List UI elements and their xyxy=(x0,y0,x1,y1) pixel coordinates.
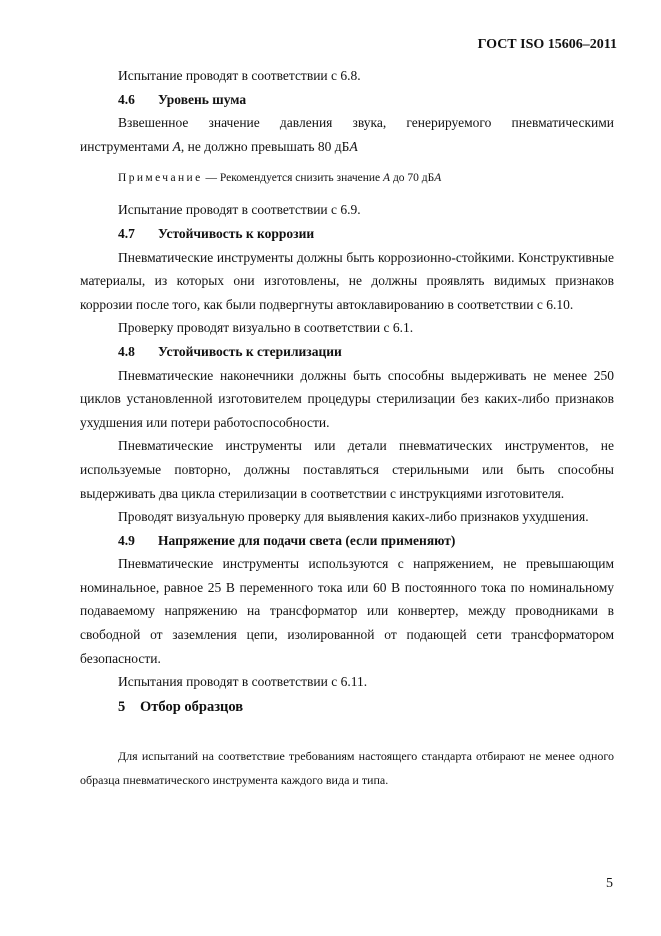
heading-number: 4.9 xyxy=(118,532,135,548)
paragraph: Пневматические наконечники должны быть способны выдерживать не менее 250 циклов установленной изготовителем процедуры стерилизации без каких-либо признаков ухудшения или потери работоспособности. xyxy=(80,367,614,430)
note-label: Примечание xyxy=(118,172,203,185)
heading-4-7 xyxy=(80,222,614,246)
heading-4-6 xyxy=(80,88,614,112)
section-5-heading xyxy=(118,699,243,716)
paragraph: Пневматические инструменты должны быть коррозионно-стойкими. Конструктивные материалы, из которых они изготовлены, не должны проявлять видимых признаков коррозии после того, как были подвергнуты автоклавированию в соответствии с 6.10. xyxy=(80,249,614,312)
section-title: Отбор образцов xyxy=(140,699,244,715)
text-part: — Рекомендуется снизить значение xyxy=(202,172,384,185)
section-5-text xyxy=(80,744,614,792)
note xyxy=(80,168,614,188)
paragraph: Проверку проводят визуально в соответствии с 6.1. xyxy=(118,320,414,336)
heading-title: Устойчивость к коррозии xyxy=(158,225,315,241)
heading-title: Устойчивость к стерилизации xyxy=(158,343,342,359)
page-number: 5 xyxy=(606,876,613,891)
paragraph-noise-level xyxy=(80,111,614,158)
paragraph: Испытание проводят в соответствии с 6.9. xyxy=(118,202,361,218)
section-number: 5 xyxy=(118,699,126,715)
paragraph: Испытание проводят в соответствии с 6.8. xyxy=(118,68,361,83)
standard-header: ГОСТ ISO 15606–2011 xyxy=(477,37,617,52)
heading-4-8 xyxy=(80,340,614,364)
paragraph: Проводят визуальную проверку для выявления каких-либо признаков ухудшения. xyxy=(118,509,589,525)
heading-4-9 xyxy=(80,529,614,553)
paragraph: Испытания проводят в соответствии с 6.11. xyxy=(118,674,368,690)
variable-a: A xyxy=(383,172,391,185)
heading-number: 4.7 xyxy=(118,225,135,241)
variable-a: A xyxy=(172,138,181,154)
text-part: до 70 дБ xyxy=(390,172,435,185)
main-text xyxy=(80,64,614,694)
paragraph: Пневматические инструменты используются с напряжением, не превышающим номинальное, равное 25 В переменного тока или 60 В постоянного тока по номинальному подаваемому напряжению на трансформатор или конвертер, между проводниками в свободной от заземления цепи, изолированной от подающей сети трансформатором безопасности. xyxy=(80,556,614,666)
unit-a: A xyxy=(434,172,442,185)
paragraph: Пневматические инструменты или детали пневматических инструментов, не используемые повторно, должны поставляться стерильными или быть способны выдерживать два цикла стерилизации в соответствии с инструкциями изготовителя. xyxy=(80,438,614,501)
heading-number: 4.8 xyxy=(118,343,135,359)
text-part: Взвешенное значение давления звука, генерируемого пневматическими инструментами xyxy=(80,115,614,154)
unit-a: A xyxy=(349,138,358,154)
heading-number: 4.6 xyxy=(118,91,135,107)
heading-title: Напряжение для подачи света (если применяют) xyxy=(158,532,456,548)
text-part: , не должно превышать 80 дБ xyxy=(180,138,350,154)
paragraph: Для испытаний на соответствие требованиям настоящего стандарта отбирают не менее одного образца пневматического инструмента каждого вида и типа. xyxy=(80,749,614,787)
heading-title: Уровень шума xyxy=(158,91,247,107)
